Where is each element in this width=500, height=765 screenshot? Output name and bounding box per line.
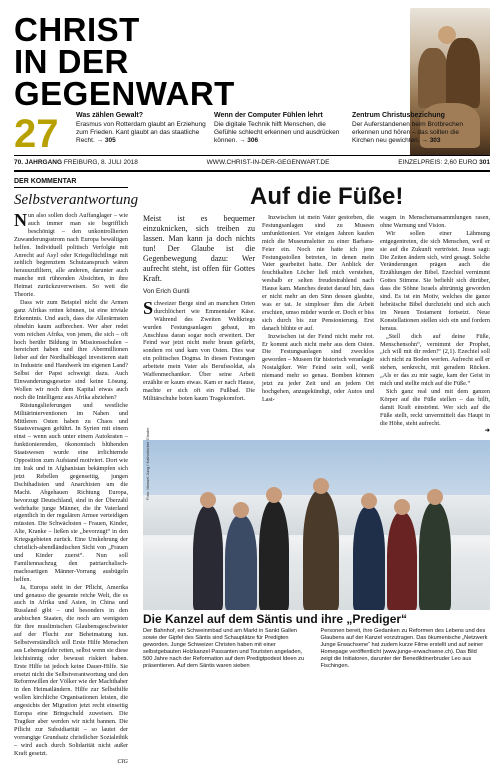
continue-arrow-icon: ➜ <box>484 427 490 435</box>
paragraph: Inzwischen ist mein Vater gestorben, die Festungsanlagen sind zu Museen umfunktioniert. Vor einigen Jahren kaufen mich die Museumsleiter zu einer Barbara-Feier ein. Noch nie hatte ich jene Festungsstollen betreten, in denen mein Vater gearbeitet hatte. Der Anblick der feuchtkalten Löcher ließ mich verstehen, weshalb er selten freudestrahlend nach Hause kam. Manches deutet darauf hin, dass er nicht mehr an den Sinn dessen glaubte, was er tat. Je simploser ihm die Arbeit erschien, umso müder wurde er. Doch er biss sich durch bis zur Pensionierung. Erst danach blühte er auf. <box>262 214 374 332</box>
teaser-title: Wenn der Computer Fühlen lehrt <box>214 112 323 119</box>
paragraph: un also sollen doch Auffanglager – wie auch immer man sie begrifflich beschönigt – den unkontrollierten Zuwanderungsstrom nach Europa bewältigen helfen. Individuell politisch Verfolgte mit Anrecht auf Asyl oder Kriegsflüchtlinge mit zeitlich begrenztem Schutzanspruch wären herauszufiltern, alle anderen, darunter auch manche mit rührenden Absichten, in ihre Heimat zurückzuverweisen. So weit die Theorie. <box>14 212 128 299</box>
teaser-item[interactable] <box>214 112 344 145</box>
paragraph: chweizer Berge sind an manchen Orten durchlöchert wie Emmentaler Käse. Während des Zweiten Weltkriegs wurden Festungsanlagen gebaut, im Anschluss daran sogar noch erweitert. Der Feind war jetzt nicht mehr braun gefärbt, sondern rot und kam von Osten. Dies war ein politisches Dogma. In diesen Festungen arbeitete mein Vater als Berufssoldat, als Waffenmechaniker. Über seine Arbeit erzählte er kaum etwas. Kam er nach Hause, machte er sich oft ein Fußbad. Die Militärschuhe boten kaum Tragekomfort. <box>143 299 255 402</box>
teaser-text: Der Auferstandenen beim Brotbrechen erkennen und hören – das sollten die Kirchen neu gewichten. <box>352 121 463 144</box>
divider <box>14 170 490 172</box>
photo-credit: Foto: Manuel Jung / Katholischer Glaube <box>145 427 150 500</box>
teaser-title: Was zählen Gewalt? <box>76 112 144 119</box>
article-column-1 <box>143 214 255 403</box>
commentary-kicker: DER KOMMENTAR <box>14 178 128 188</box>
commentary-signature: CIG <box>117 757 128 765</box>
teaser-page-ref: → 306 <box>238 137 259 144</box>
teaser-text: Die digitale Technik hilft Menschen, die Gefühle schlecht erkennen und ausdrücken können. <box>214 121 340 144</box>
website-link[interactable]: WWW.CHRIST-IN-DER-GEGENWART.DE <box>206 159 330 166</box>
article-column-3 <box>380 214 490 435</box>
paragraph: Sich ganz real und mit dem ganzen Körper auf die Füße stellen – das hilft, damit Kraft einströmt. Wer sich auf die Füße stellt, reckt unvermittelt das Haupt in die Höhe, steht aufrecht. <box>380 387 490 427</box>
teaser-page-ref: → 303 <box>421 137 441 144</box>
issue-number: 27 <box>14 112 59 156</box>
photo-caption <box>143 628 490 670</box>
paragraph: Ja, Europa steht in der Pflicht, Amerika und genauso die gesamte reiche Welt, die es auch in Afrika und Asien, in China und Russland gibt – und besonders in den arabischen Staaten, die noch am wenigsten für ihre muslimischen Glaubensgeschwister auf der Flucht zur Beheimatung tun. Selbstverständlich soll Erste Hilfe Menschen aus Lebensgefahr retten, selbst wenn sie diese leichtsinnig oder bewusst riskiert haben. Erste Hilfe ist jedoch keine Dauer-Hilfe. Sie ersetzt nicht die Selbstverantwortung und den Reformwillen der Völker wie der Machthaber in den Heimatländern. Hilfe zur Selbsthilfe wollen kirchliche Organisationen leisten, die angesichts der Migration jetzt recht einseitig Europa eine Bringschuld zuweisen. Die Tragiker aber werden wir nicht bannen. Die Pflicht zur Subsidiarität – so lautet der vorrangige Grundsatz christlicher Sozialethik – wird auch durch Solidarität nicht außer Kraft gesetzt. <box>14 583 128 757</box>
article-column-2 <box>262 214 374 404</box>
commentary-title: Selbstverantwortung <box>14 192 139 208</box>
paragraph: Wir sollen einer Lähmung entgegentreten, die sich Menschen, weil er sie auf die Zukunft vertröstet. Jesus sagt: Die Zeiten ändern sich, wird gesagt. Solche Veränderungen prägen auch die Erzählungen der Bibel. Ezechiel vernimmt Gottes Stimme. Sie befiehlt sich dürüber, dass die Söhne Israels abtrünnig geworden sind. Es ist ein Motiv, welches die ganze hebräische Bibel durchzieht und sich auch im Neuen Testament fortsetzt. Neue Konstellationen stellen sich ein und fordern heraus. <box>380 229 490 332</box>
masthead-line2: IN DER GEGENWART <box>14 43 235 112</box>
issue-date: FREIBURG, 8. JULI 2018 <box>63 159 138 166</box>
commentary-column <box>14 178 139 765</box>
article-byline: Von Erich Guntli <box>143 288 190 295</box>
teaser-text: Erasmus von Rotterdam glaubt an Erziehung zum Frieden. Kant glaubt an das staatliche Recht. <box>76 121 206 144</box>
teaser-title: Zentrum Christusbezichung <box>352 112 445 119</box>
paragraph: Inzwischen ist der Feind nicht mehr rot. Er kommt auch nicht mehr aus dem Osten. Die Festungsanlagen sind zwecklos geworden – Museen für historisch veranlagte Nostalgiker. Wer Feind sein soll, weiß niemand mehr so genau. Bomben können jetzt zu jeder Zeit und an jedem Ort hochgehen, anzugekündigt, oder Autos und Last- <box>262 332 374 403</box>
article-lead: Meist ist es bequemer einzuknicken, sich treiben zu lassen. Man kann ja doch nichts tun! Der Glaube ist die Gegenbewegung dazu: Wer aufrecht steht, ist offen für Gottes Kraft. <box>143 214 255 283</box>
caption-text: Personen bereit, ihre Gedanken zu Reformen des Lebens und des Glaubens auf der Kanzel vorzutragen. Das ökumenische „Netzwerk Junge Erwachsene“ hat zudem kurze Filme erstellt und auf seiner Homepage veröffentlicht (www.junge-erwachsene.ch). Das Bild zeigt die Initiatoren, darunter der Benediktinerbruder Leo aus Fischingen. <box>320 628 488 669</box>
paragraph: Rüstungslieferungen und westliche Militärinterventionen im Nahen und Mittleren Osten haben zu Chaos und Staatsversagen geführt. In Syrien mit einem einst – wenn auch unter einem Autokraten – funktionierenden, ökonomisch blühenden Staatswesen wurde eine irrlichternde Opposition zum Aufstand motiviert. Dort wie im Irak und in Afghanistan bekämpfen sich jetzt Rebellen gegenseitig, jungen Dschihadisten und Anarchisten um die Macht. Abgehauen Richtung Europa, bevorzugt Deutschland, sind in der Überzahl wehrhafte junge Männer, die ihr Vaterland eigentlich in der regulären Armee verteidigen müssten. Die Schwächsten – Frauen, Kinder, Alte, Kranke – ließen sie „bevorzugt“ in den Kriegsgebieten zurück. Eine Umkehrung der christlich-abendländischen Sicht von „Frauen und Kinder zuerst“. Nun soll Familiennachzug den patriarchalisch-machoartigen Männer-Vorrang ausbügeln helfen. <box>14 401 128 583</box>
drop-cap: S <box>143 297 154 318</box>
teaser-page-ref: → 305 <box>96 137 116 144</box>
article-headline: Auf die Füße! <box>250 183 404 210</box>
paragraph: wagen in Menschenansammlungen rasen, ohne Warnung und Vision. <box>380 214 490 229</box>
commentary-body <box>14 212 128 765</box>
paragraph: „Stell dich auf deine Füße, Menschensohn“, vernimmt der Prophet, „ich will mit dir reden!“ (2,1). Ezechiel soll sich nicht zu Boden werfen. Aufrecht soll er stehen, senkrecht, mit geradem Rücken. „Als er das zu mir sagte, kam der Geist in mich und stellte mich auf die Füße.“ <box>380 332 490 388</box>
paragraph: Dass wir zum Beispiel nicht die Armen ganz Afrikas retten können, ist eine triviale Erkenntnis. Und auch, dass die Allerärmsten ohnehin kaum aufbrechen. Wer aber redet vom reichen Afrika, von jenen, die sich – oft hoch berühr Bildung in Missionsschulen – bereichert haben und ihre Abermillionen lieber auf der Nordhalbkugel investieren statt in Industrie und Handwerk im eigenen Land? Selbst der Papst schweigt dazu. Auch Einwanderungsgesetze sind keine Lösung. Wollen wir noch dem Kapital etwas auch noch die Intelligenz aus Afrika abziehen? <box>14 298 128 401</box>
divider <box>14 155 490 156</box>
teaser-item[interactable] <box>352 112 482 145</box>
volume-label: 70. JAHRGANG <box>14 159 63 166</box>
caption-text: Der Bahnhof, ein Schweinmbad und am Markt in Sankt Gallen sowie der Gipfel des Säntis sind Schauplätze für Predigten geworden. Junge Schweizer Christen haben mit einer selbstgebauten Holzkanzel Passanten und Touristen angeladen, 500 Jahre nach der Reformation auf dem Predigtpodest Ideen zu präsentieren. Auf dem Säntis waren sieben <box>143 628 305 669</box>
masthead <box>14 11 354 112</box>
group-photo-saentis <box>143 440 490 610</box>
price-label: EINZELPREIS: 2,60 EURO <box>398 159 478 166</box>
issue-info-bar <box>14 157 490 169</box>
masthead-line1: CHRIST <box>14 11 140 48</box>
photo-caption-title: Die Kanzel auf dem Säntis und ihre „Prediger“ <box>143 612 408 626</box>
issue-code: 301 <box>479 159 490 166</box>
wooden-pulpit <box>303 490 339 610</box>
teaser-item[interactable] <box>76 112 206 145</box>
teaser-row <box>76 112 482 145</box>
drop-cap: N <box>14 210 27 230</box>
